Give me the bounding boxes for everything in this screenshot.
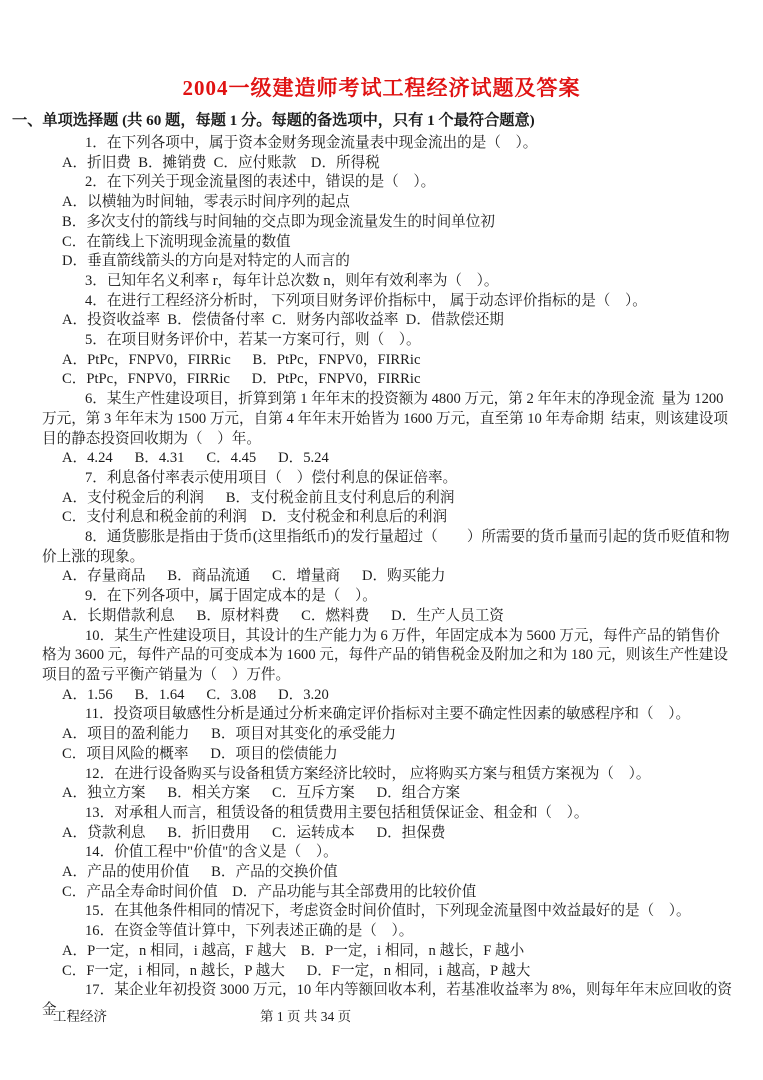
section-heading: 一、单项选择题 (共 60 题，每题 1 分。每题的备选项中，只有 1 个最符合题意): [12, 112, 535, 129]
question-item: [42, 173, 733, 272]
question-list: [42, 134, 733, 1021]
question-stem: 13．对承租人而言，租赁设备的租赁费用主要包括租赁保证金、租金和（ ）。: [85, 804, 589, 821]
option-line: A．折旧费 B．摊销费 C．应付账款 D．所得税: [62, 154, 380, 171]
option-line: B．多次支付的箭线与时间轴的交点即为现金流量发生的时间单位初: [62, 213, 495, 230]
footer-page-number: 第 1 页 共 34 页: [260, 1009, 352, 1024]
option-line: C．在箭线上下流明现金流量的数值: [62, 233, 291, 250]
question-stem: 14．价值工程中"价值"的含义是（ ）。: [85, 844, 338, 861]
option-line: A．1.56 B．1.64 C．3.08 D．3.20: [62, 686, 329, 703]
question-stem: 12．在进行设备购买与设备租赁方案经济比较时， 应将购买方案与租赁方案视为（ ）。: [85, 765, 651, 782]
question-item: [42, 765, 733, 804]
option-line: A．独立方案 B．相关方案 C．互斥方案 D．组合方案: [62, 785, 461, 802]
option-line: A．P一定，n 相同，i 越高，F 越大 B．P一定，i 相同，n 越长，F 越小: [62, 942, 525, 959]
option-line: C．F一定，i 相同，n 越长，P 越大 D．F一定，n 相同，i 越高，P 越大: [62, 962, 531, 979]
question-item: [42, 804, 733, 843]
option-line: A．支付税金后的利润 B．支付税金前且支付利息后的利润: [62, 489, 455, 506]
footer-doc-name: 工程经济: [53, 1009, 107, 1024]
option-line: A．项目的盈利能力 B．项目对其变化的承受能力: [62, 726, 397, 743]
option-line: A．长期借款利息 B．原材料费 C．燃料费 D．生产人员工资: [62, 607, 504, 624]
page-title: 2004一级建造师考试工程经济试题及答案: [182, 76, 581, 100]
question-stem: 6．某生产性建设项目，折算到第 1 年年末的投资额为 4800 万元，第 2 年年末的净现金流 量为 1200 万元，第 3 年年末为 1500 万元，自第 4 年年末开始皆为 1600 万元，直至第 10 年寿命期 结束，则该建设项目的静态投资回收期为（ ）年。: [42, 391, 728, 447]
question-item: [42, 528, 733, 587]
option-line: A．以横轴为时间轴，零表示时间序列的起点: [62, 194, 350, 211]
question-stem: 10．某生产性建设项目，其设计的生产能力为 6 万件，年固定成本为 5600 万元，每件产品的销售价格为 3600 元，每件产品的可变成本为 1600 元，每件产品的销售税金及附加之和为 180 元，则该生产性建设项目的盈亏平衡产销量为（ ）万件。: [42, 627, 728, 683]
option-line: A．产品的使用价值 B．产品的交换价值: [62, 864, 338, 881]
question-stem: 2．在下列关于现金流量图的表述中，错误的是（ ）。: [85, 174, 436, 191]
option-line: C．产品全寿命时间价值 D．产品功能与其全部费用的比较价值: [62, 883, 477, 900]
option-line: C．支付利息和税金前的利润 D．支付税金和利息后的利润: [62, 509, 448, 526]
question-item: [42, 981, 733, 1020]
question-item: [42, 843, 733, 902]
question-item: [42, 390, 733, 469]
question-item: [42, 587, 733, 626]
question-item: [42, 627, 733, 706]
question-item: [42, 292, 733, 331]
question-item: [42, 705, 733, 764]
question-stem: 8．通货膨胀是指由于货币(这里指纸币)的发行量超过（ ）所需要的货币量而引起的货币贬值和物价上涨的现象。: [42, 529, 730, 565]
question-stem: 3．已知年名义利率 r，每年计总次数 n，则年有效利率为（ ）。: [85, 272, 499, 289]
option-line: A．投资收益率 B．偿债备付率 C．财务内部收益率 D．借款偿还期: [62, 312, 504, 329]
question-item: [42, 272, 733, 292]
question-item: [42, 902, 733, 922]
question-item: [42, 331, 733, 390]
question-stem: 4．在进行工程经济分析时， 下列项目财务评价指标中， 属于动态评价指标的是（ ）。: [85, 292, 647, 309]
question-stem: 17．某企业年初投资 3000 万元，10 年内等额回收本利，若基准收益率为 8%，则每年年末应回收的资金: [42, 982, 732, 1018]
question-stem: 7．利息备付率表示使用项目（ ）偿付利息的保证倍率。: [85, 469, 458, 486]
option-line: D．垂直箭线箭头的方向是对特定的人而言的: [62, 253, 350, 270]
question-stem: 11．投资项目敏感性分析是通过分析来确定评价指标对主要不确定性因素的敏感程序和（ ）。: [85, 706, 691, 723]
option-line: C．项目风险的概率 D．项目的偿债能力: [62, 745, 338, 762]
question-stem: 1．在下列各项中，属于资本金财务现金流量表中现金流出的是（ ）。: [85, 135, 538, 151]
question-item: [42, 469, 733, 528]
option-line: A．PtPc，FNPV0，FIRRic B．PtPc，FNPV0，FIRRic: [62, 351, 421, 368]
option-line: C．PtPc，FNPV0，FIRRic D．PtPc，FNPV0，FIRRic: [62, 371, 421, 388]
question-stem: 16．在资金等值计算中，下列表述正确的是（ ）。: [85, 923, 414, 940]
question-stem: 15．在其他条件相同的情况下，考虑资金时间价值时，下列现金流量图中效益最好的是（ ）。: [85, 903, 691, 920]
option-line: A．4.24 B．4.31 C．4.45 D．5.24: [62, 450, 329, 467]
question-stem: 5．在项目财务评价中，若某一方案可行，则（ ）。: [85, 332, 421, 349]
option-line: A．贷款利息 B．折旧费用 C．运转成本 D．担保费: [62, 824, 446, 841]
question-item: [42, 922, 733, 981]
question-stem: 9．在下列各项中，属于固定成本的是（ ）。: [85, 588, 377, 605]
question-item: [42, 134, 733, 173]
option-line: A．存量商品 B．商品流通 C．增量商 D．购买能力: [62, 568, 446, 585]
